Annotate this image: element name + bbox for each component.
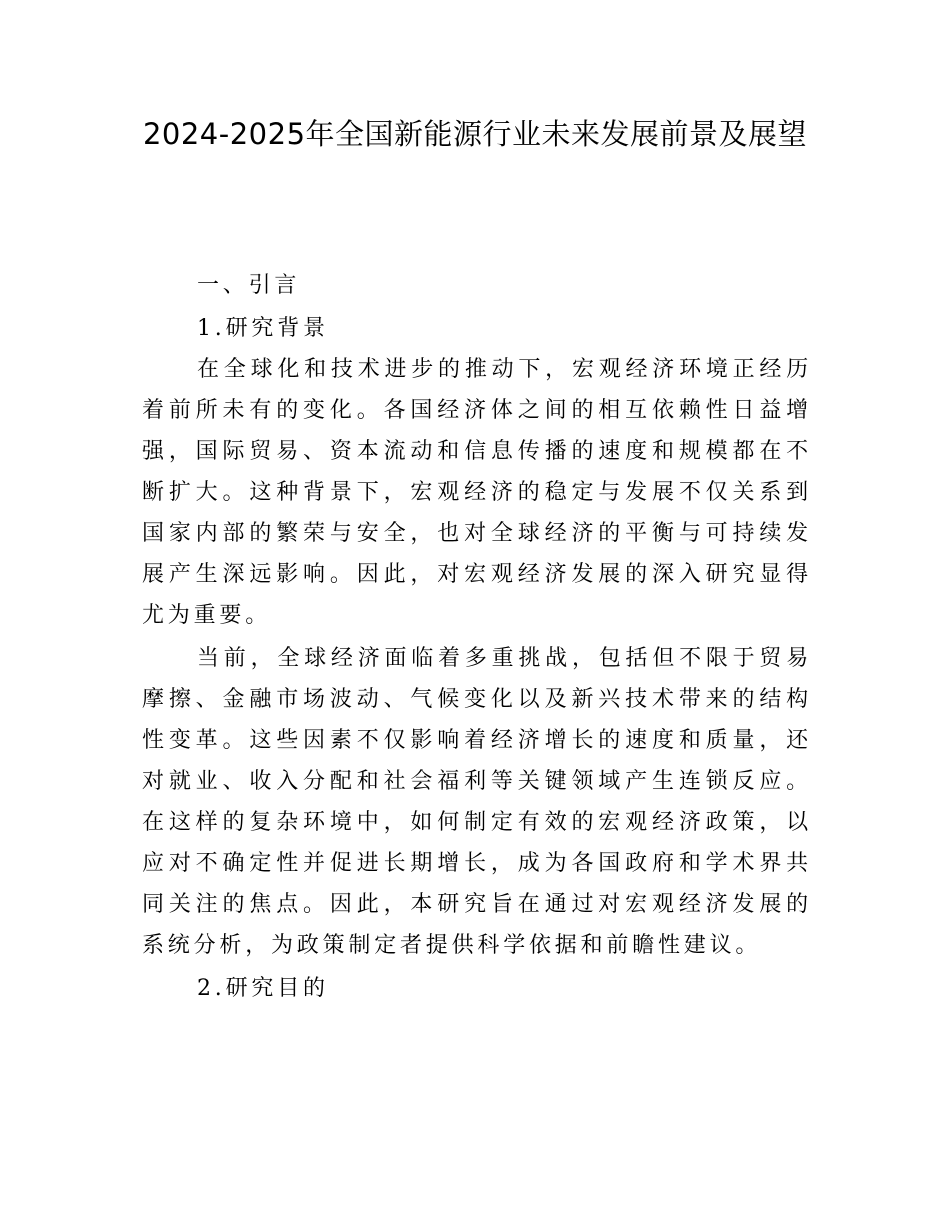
subsection-heading-research-background: 1.研究背景 [197,316,329,341]
subsection-heading-research-purpose: 2.研究目的 [197,976,329,1001]
document-body [142,265,812,1009]
paragraph-background-2: 当前，全球经济面临着多重挑战，包括但不限于贸易摩擦、金融市场波动、气候变化以及新兴技术带来的结构性变革。这些因素不仅影响着经济增长的速度和质量，还对就业、收入分配和社会福利等关键领域产生连锁反应。在这样的复杂环境中，如何制定有效的宏观经济政策，以应对不确定性并促进长期增长，成为各国政府和学术界共同关注的焦点。因此，本研究旨在通过对宏观经济发展的系统分析，为政策制定者提供科学依据和前瞻性建议。 [142,646,812,958]
section-heading-introduction: 一、引言 [197,273,301,298]
paragraph-background-1: 在全球化和技术进步的推动下，宏观经济环境正经历着前所未有的变化。各国经济体之间的相互依赖性日益增强，国际贸易、资本流动和信息传播的速度和规模都在不断扩大。这种背景下，宏观经济的稳定与发展不仅关系到国家内部的繁荣与安全，也对全球经济的平衡与可持续发展产生深远影响。因此，对宏观经济发展的深入研究显得尤为重要。 [142,357,812,628]
document-title: 2024-2025年全国新能源行业未来发展前景及展望 [142,117,808,151]
